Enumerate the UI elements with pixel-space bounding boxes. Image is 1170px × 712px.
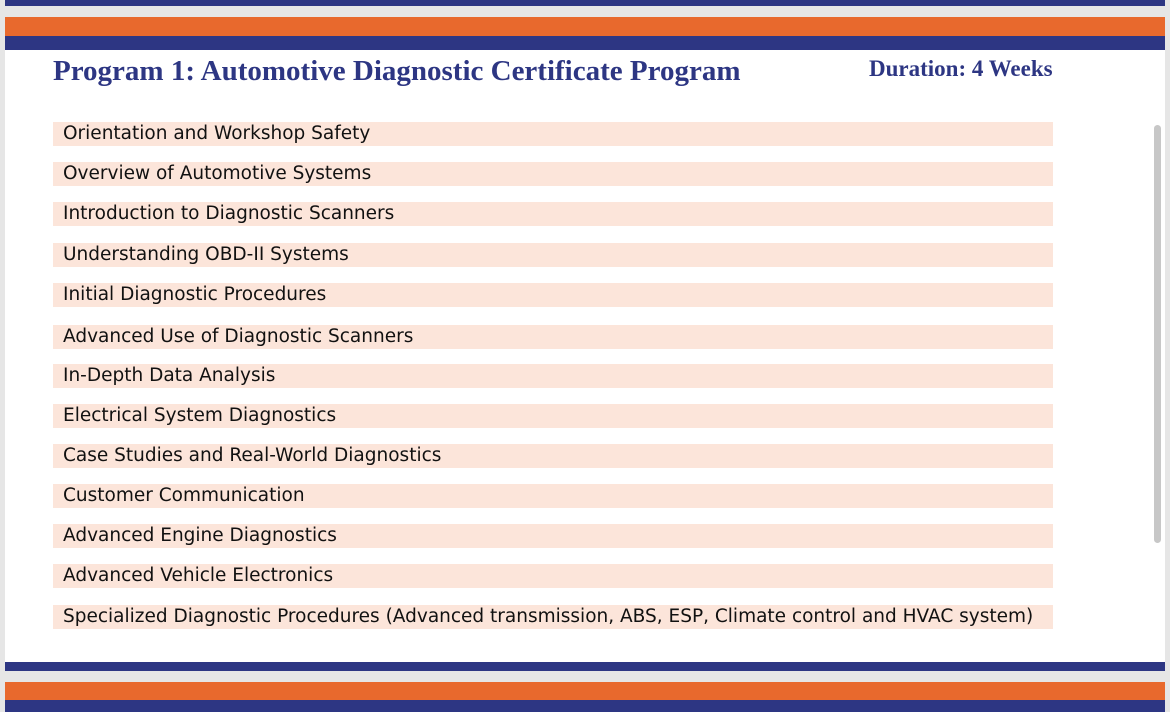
topic-item: Initial Diagnostic Procedures	[53, 283, 1053, 307]
topic-item: Advanced Vehicle Electronics	[53, 564, 1053, 588]
topic-item: Understanding OBD-II Systems	[53, 243, 1053, 267]
next-page-orange-band	[5, 682, 1165, 700]
topic-item: Specialized Diagnostic Procedures (Advanced transmission, ABS, ESP, Climate control and HVAC system)	[53, 605, 1053, 629]
topic-item: Introduction to Diagnostic Scanners	[53, 202, 1053, 226]
footer-navy-band	[5, 662, 1165, 671]
next-page-navy-band	[5, 700, 1165, 712]
header-orange-band	[5, 17, 1165, 36]
topic-item: Electrical System Diagnostics	[53, 404, 1053, 428]
next-page-edge	[5, 682, 1165, 712]
topic-item: Overview of Automotive Systems	[53, 162, 1053, 186]
header-navy-band	[5, 36, 1165, 50]
program-title: Program 1: Automotive Diagnostic Certificate Program	[53, 55, 741, 87]
previous-page-edge	[5, 0, 1165, 6]
topic-item: Case Studies and Real-World Diagnostics	[53, 444, 1053, 468]
topic-item: In-Depth Data Analysis	[53, 364, 1053, 388]
topic-item: Orientation and Workshop Safety	[53, 122, 1053, 146]
topic-item: Advanced Engine Diagnostics	[53, 524, 1053, 548]
program-duration: Duration: 4 Weeks	[869, 56, 1053, 81]
scrollbar-thumb[interactable]	[1154, 125, 1161, 543]
topic-item: Customer Communication	[53, 484, 1053, 508]
document-page	[5, 17, 1165, 671]
topic-item: Advanced Use of Diagnostic Scanners	[53, 325, 1053, 349]
